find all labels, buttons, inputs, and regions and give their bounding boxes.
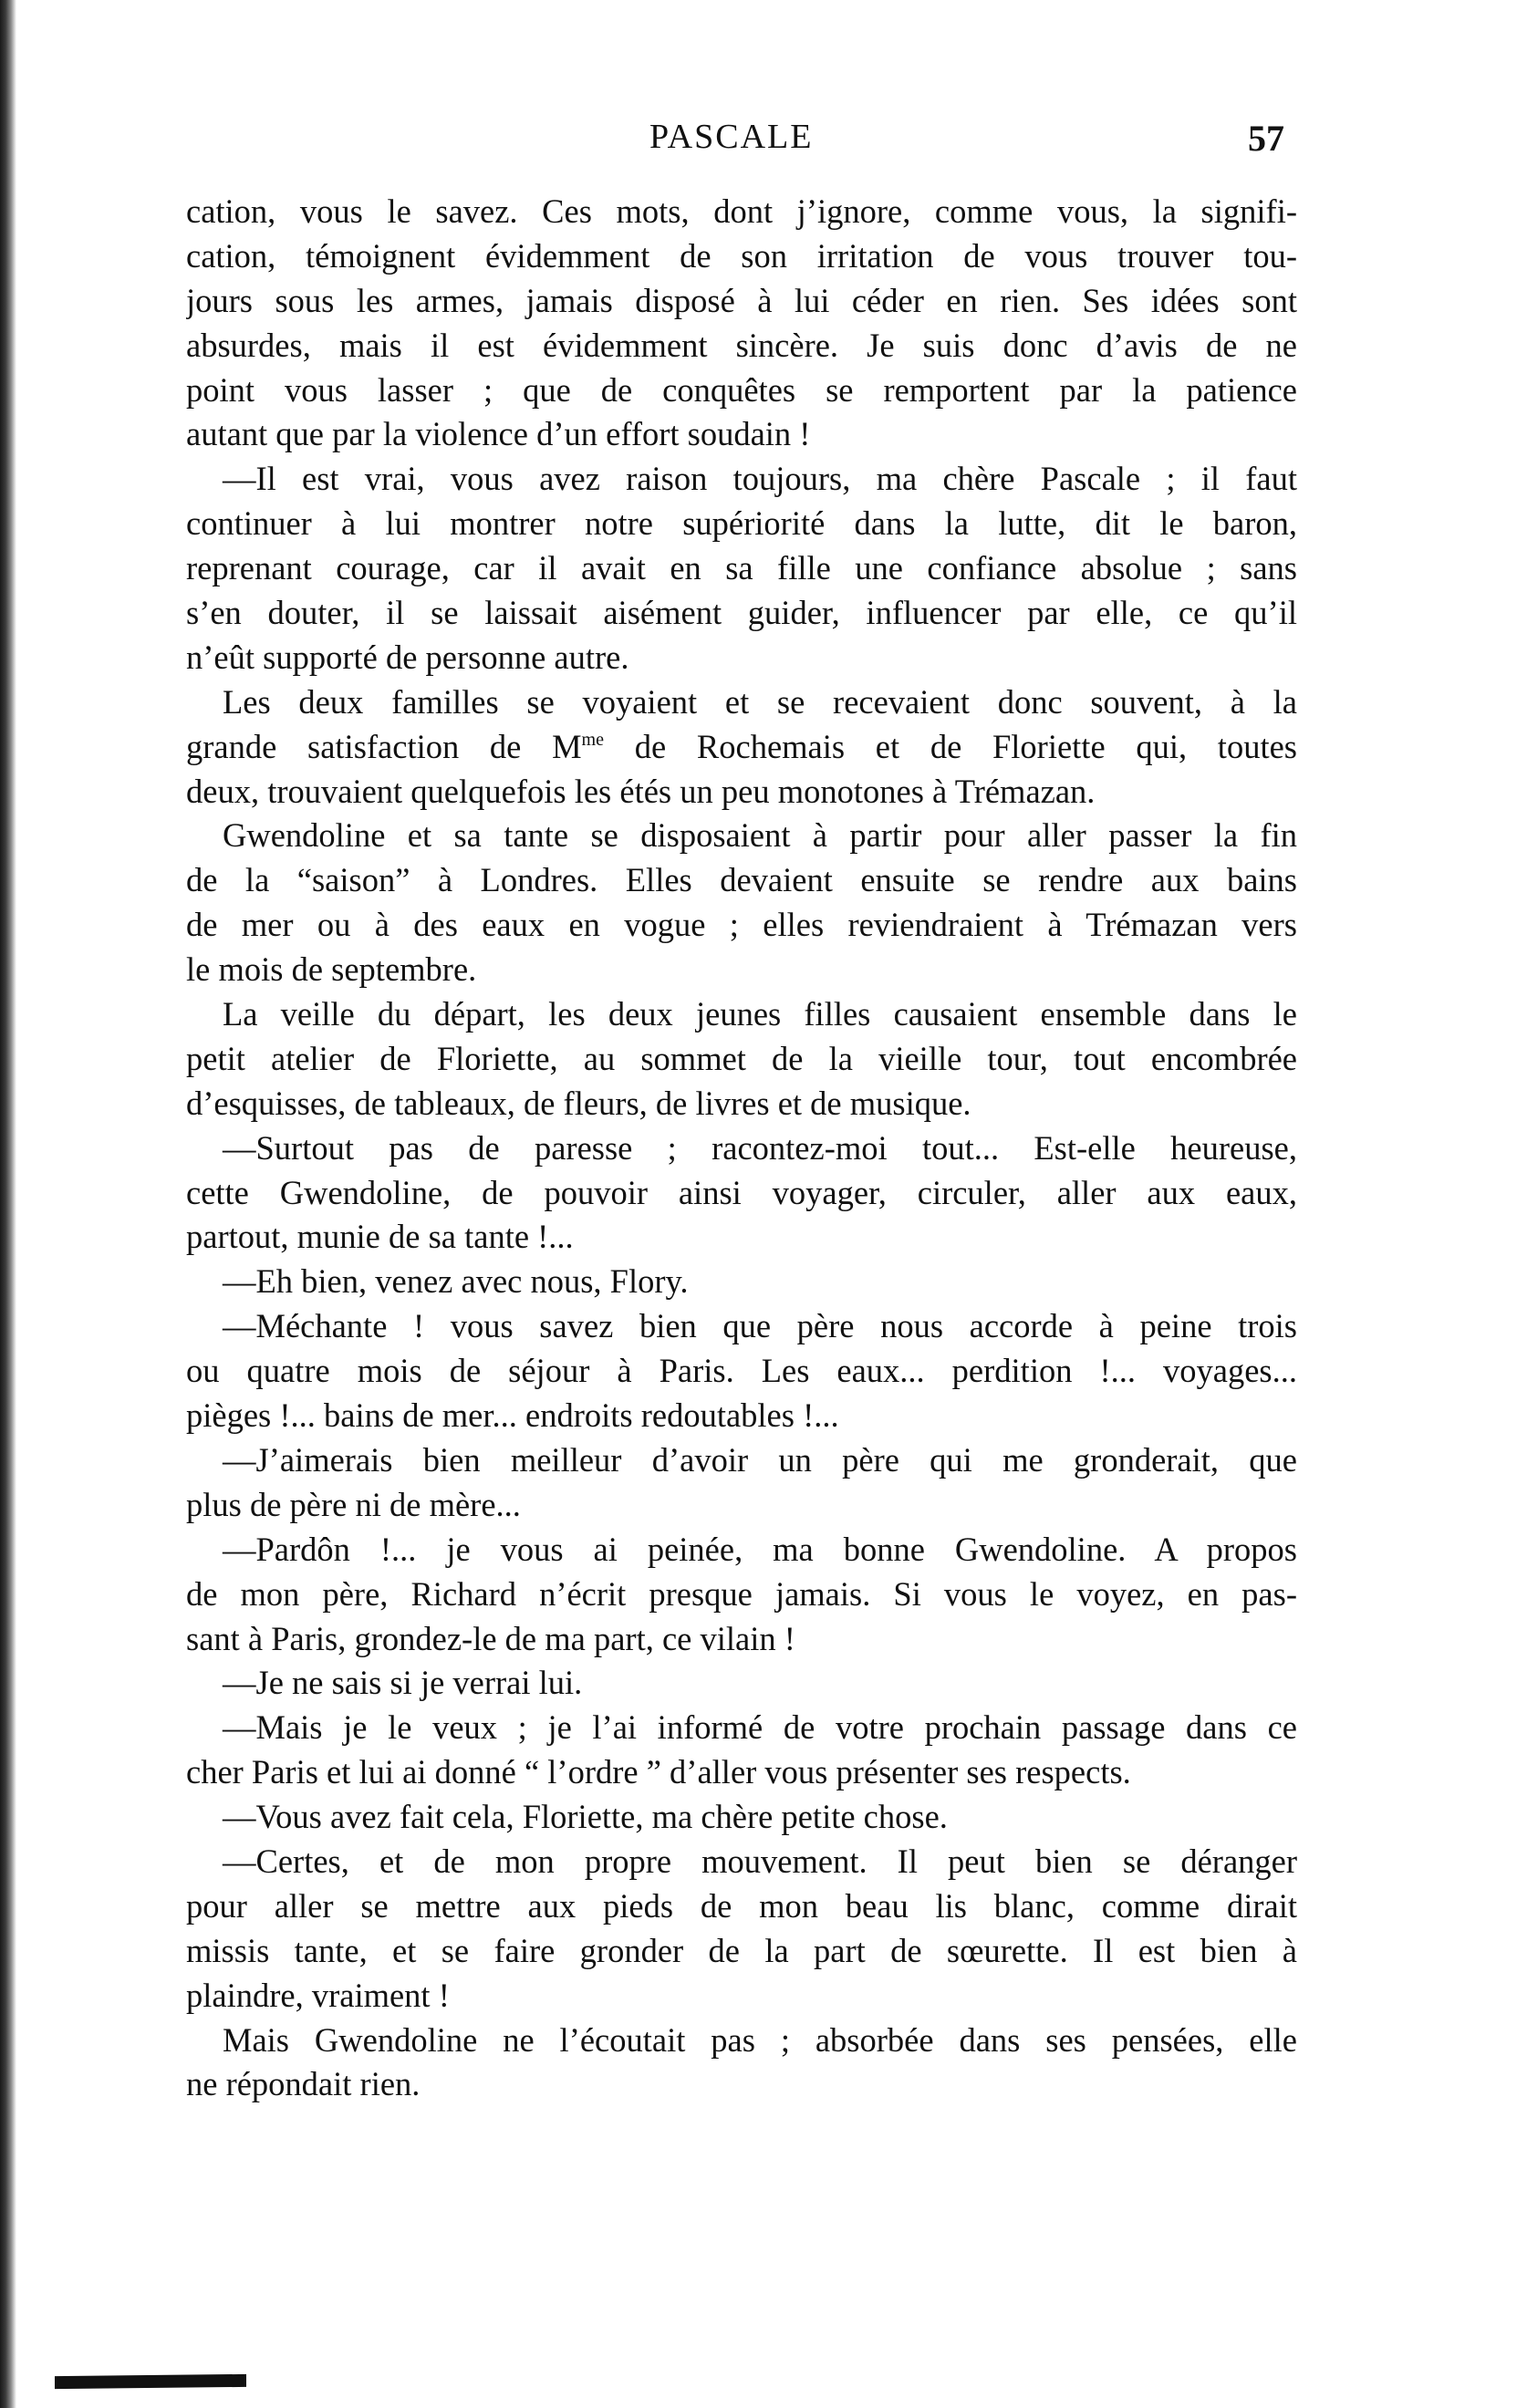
text-line: —Vous avez fait cela, Floriette, ma chère petite chose. — [223, 1798, 948, 1836]
text-line: deux, trouvaient quelquefois les étés un peu monotones à Trémazan. — [186, 772, 1096, 810]
text-line: ne répondait rien. — [186, 2065, 421, 2103]
text-line: —J’aimerais bien meilleur d’avoir un père qui me gronderait, que — [223, 1440, 1297, 1479]
text-line: —Surtout pas de paresse ; racontez-moi tout... Est-elle heureuse, — [223, 1128, 1297, 1167]
text-line: reprenant courage, car il avait en sa fille une confiance absolue ; sans — [186, 549, 1297, 587]
text-line: continuer à lui montrer notre supériorité dans la lutte, dit le baron, — [186, 504, 1297, 543]
text-line: partout, munie de sa tante !... — [186, 1218, 574, 1256]
text-line: point vous lasser ; que de conquêtes se remportent par la patience — [186, 370, 1297, 409]
text-line: sant à Paris, grondez-le de ma part, ce vilain ! — [186, 1619, 795, 1657]
scan-edge-mark — [55, 2374, 246, 2389]
text-line: de mer ou à des eaux en vogue ; elles reviendraient à Trémazan vers — [186, 906, 1297, 944]
text-line: le mois de septembre. — [186, 950, 477, 989]
text-line: —Il est vrai, vous avez raison toujours, ma chère Pascale ; il faut — [223, 460, 1297, 498]
text-line: absurdes, mais il est évidemment sincère. Je suis donc d’avis de ne — [186, 326, 1297, 364]
text-line: pièges !... bains de mer... endroits redoutables !... — [186, 1396, 839, 1435]
text-line: plaindre, vraiment ! — [186, 1976, 450, 2014]
text-line: —Certes, et de mon propre mouvement. Il peut bien se déranger — [223, 1842, 1297, 1880]
text-line: ou quatre mois de séjour à Paris. Les eaux... perdition !... voyages... — [186, 1352, 1297, 1390]
text-line: s’en douter, il se laissait aisément guider, influencer par elle, ce qu’il — [186, 594, 1297, 632]
page-header — [0, 117, 1527, 171]
text-line: —Mais je le veux ; je l’ai informé de votre prochain passage dans ce — [223, 1708, 1297, 1747]
text-line: de mon père, Richard n’écrit presque jamais. Si vous le voyez, en pas- — [186, 1574, 1297, 1613]
text-line: plus de père ni de mère... — [186, 1485, 521, 1523]
text-line: cation, vous le savez. Ces mots, dont j’ignore, comme vous, la signifi- — [186, 192, 1297, 230]
text-line: cette Gwendoline, de pouvoir ainsi voyager, circuler, aller aux eaux, — [186, 1173, 1297, 1211]
text-line: —Je ne sais si je verrai lui. — [223, 1664, 583, 1702]
body-text — [186, 190, 1297, 2107]
running-title: PASCALE — [649, 118, 814, 156]
text-line: pour aller se mettre aux pieds de mon beau lis blanc, comme dirait — [186, 1886, 1297, 1925]
text-line: de la “saison” à Londres. Elles devaient ensuite se rendre aux bains — [186, 861, 1297, 899]
page-spine-shadow — [0, 0, 16, 2408]
text-line: jours sous les armes, jamais disposé à lui céder en rien. Ses idées sont — [186, 281, 1297, 319]
text-line: Gwendoline et sa tante se disposaient à partir pour aller passer la fin — [223, 816, 1297, 855]
text-line: Mais Gwendoline ne l’écoutait pas ; absorbée dans ses pensées, elle — [223, 2020, 1297, 2059]
text-line: —Méchante ! vous savez bien que père nous accorde à peine trois — [223, 1307, 1297, 1345]
text-line: grande satisfaction de $M^{me}$ de Rochemais et de Floriette qui, toutes — [186, 727, 1297, 765]
page-number: 57 — [1248, 118, 1284, 159]
text-line: —Eh bien, venez avec nous, Flory. — [223, 1262, 689, 1301]
text-line: cher Paris et lui ai donné “ l’ordre ” d’aller vous présenter ses respects. — [186, 1753, 1131, 1791]
text-line: n’eût supporté de personne autre. — [186, 638, 629, 676]
text-line: La veille du départ, les deux jeunes filles causaient ensemble dans le — [223, 995, 1297, 1033]
text-line: —Pardôn !... je vous ai peinée, ma bonne Gwendoline. A propos — [223, 1530, 1297, 1568]
text-line: cation, témoignent évidemment de son irritation de vous trouver tou- — [186, 236, 1297, 275]
text-line: petit atelier de Floriette, au sommet de la vieille tour, tout encombrée — [186, 1039, 1297, 1077]
text-line: d’esquisses, de tableaux, de fleurs, de livres et de musique. — [186, 1084, 971, 1122]
text-line: Les deux familles se voyaient et se recevaient donc souvent, à la — [223, 682, 1297, 721]
text-line: autant que par la violence d’un effort soudain ! — [186, 415, 811, 453]
text-line: missis tante, et se faire gronder de la part de sœurette. Il est bien à — [186, 1931, 1297, 1969]
